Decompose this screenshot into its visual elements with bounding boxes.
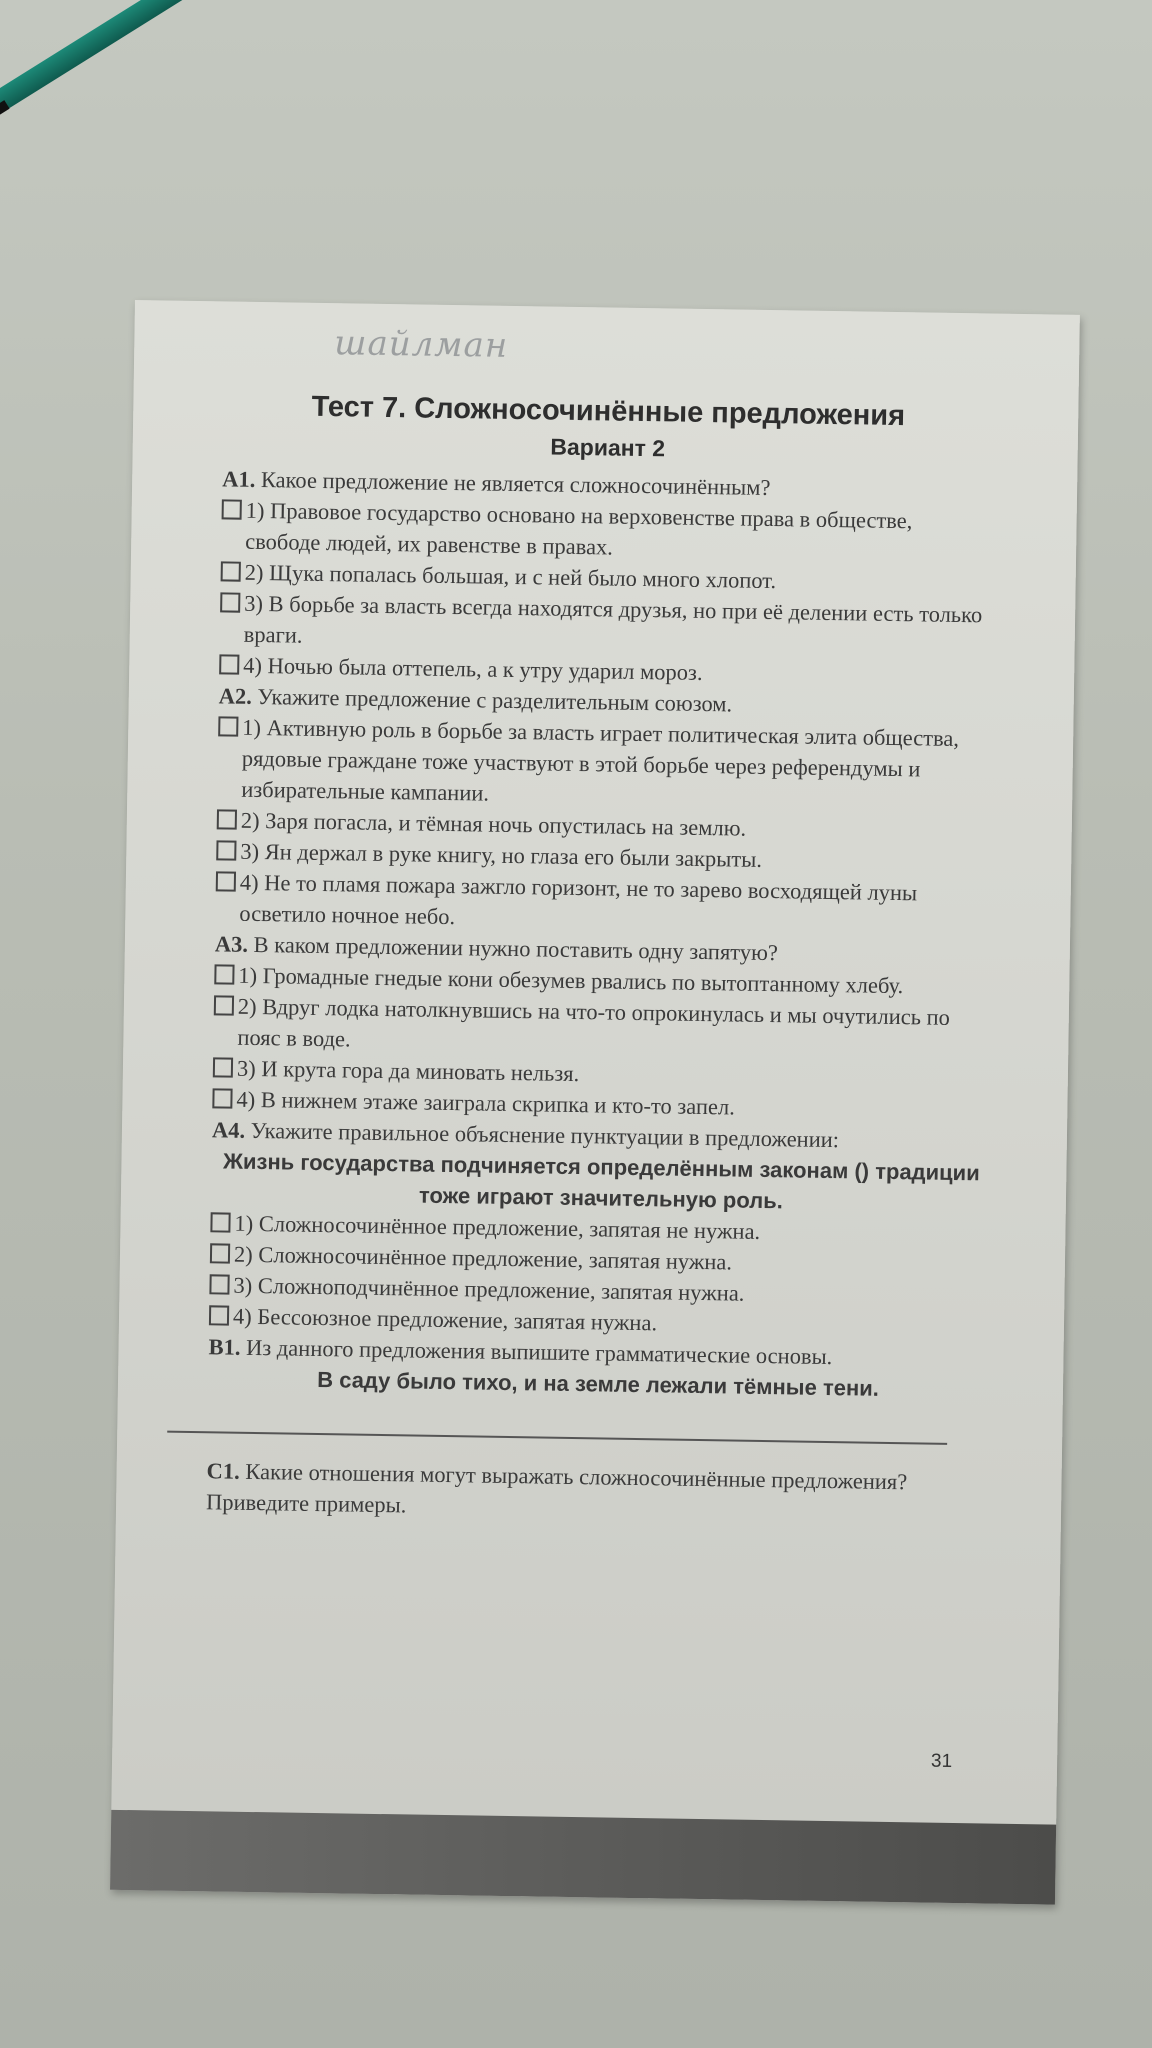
option-text: 1) Громадные гнедые кони обезумев рвались по вытоптанному хлебу.: [238, 962, 904, 999]
question-c1: [206, 1455, 977, 1529]
question-text: Укажите правильное объяснение пунктуации в предложении:: [250, 1117, 840, 1153]
option-text: 3) Ян держал в руке книгу, но глаза его были закрыты.: [240, 838, 763, 872]
question-text: Какие отношения могут выражать сложносочинённые предложения? Приведите примеры.: [205, 1458, 908, 1518]
option-text: 4) В нижнем этаже заиграла скрипка и кто-то запел.: [236, 1086, 736, 1120]
checkbox[interactable]: [219, 654, 239, 674]
question-text: Какое предложение не является сложносочинённым?: [260, 467, 771, 501]
question-number: С1.: [206, 1458, 240, 1484]
checkbox[interactable]: [212, 1088, 232, 1108]
b1-sentence: В саду было тихо, и на земле лежали тёмные тени.: [316, 1366, 880, 1401]
question-text: В каком предложении нужно поставить одну запятую?: [253, 931, 779, 966]
option-text: 3) Сложноподчинённое предложение, запятая нужна.: [233, 1272, 745, 1306]
checkbox[interactable]: [218, 716, 238, 736]
worksheet-page: [110, 300, 1080, 1905]
option-text: 2) Сложносочинённое предложение, запятая нужна.: [233, 1241, 733, 1275]
variant-heading: Вариант 2: [550, 433, 666, 462]
option-text: 2) Заря погасла, и тёмная ночь опустилась на землю.: [240, 807, 747, 841]
option-text: 2) Щука попалась большая, и с ней было много хлопот.: [244, 559, 777, 594]
checkbox[interactable]: [209, 1305, 229, 1325]
page-bottom-shadow: [110, 1810, 1056, 1905]
option-text: 4) Бессоюзное предложение, запятая нужна.: [232, 1303, 658, 1336]
checkbox[interactable]: [220, 592, 240, 612]
handwritten-name: шайлман: [334, 323, 509, 366]
question-number: В1.: [208, 1334, 241, 1360]
test-content: [206, 389, 994, 1529]
option-a2-1: [217, 711, 988, 816]
answer-line[interactable]: [167, 1431, 947, 1445]
pen: [0, 0, 188, 124]
a4-sentence: Жизнь государства подчиняется определённым законам () традиции тоже играют значительную роль.: [222, 1148, 980, 1214]
checkbox[interactable]: [210, 1243, 230, 1263]
checkbox[interactable]: [216, 871, 236, 891]
page-number: 31: [930, 1750, 953, 1773]
option-text: 3) В борьбе за власть всегда находятся друзья, но при её делении есть только враги.: [243, 590, 983, 648]
question-text: Укажите предложение с разделительным союзом.: [257, 683, 733, 717]
option-text: 1) Сложносочинённое предложение, запятая не нужна.: [234, 1210, 761, 1244]
checkbox[interactable]: [213, 1057, 233, 1077]
question-text: Из данного предложения выпишите грамматические основы.: [245, 1334, 833, 1370]
checkbox[interactable]: [222, 499, 242, 519]
question-number: А2.: [218, 683, 253, 709]
option-text: 4) Ночью была оттепель, а к утру ударил мороз.: [243, 652, 703, 685]
question-number: А4.: [211, 1117, 246, 1143]
test-title: Тест 7. Сложносочинённые предложения: [311, 390, 906, 433]
checkbox[interactable]: [209, 1274, 229, 1294]
option-text: 2) Вдруг лодка натолкнувшись на что-то опрокинулась и мы очутились по пояс в воде.: [237, 993, 951, 1052]
checkbox[interactable]: [217, 809, 237, 829]
option-text: 1) Активную роль в борьбе за власть играет политическая элита общества, рядовые граждане тоже участвуют в этой борьбе через референдумы и избирательные кампании.: [241, 714, 960, 806]
checkbox[interactable]: [214, 995, 234, 1015]
question-number: А1.: [222, 466, 256, 492]
checkbox[interactable]: [210, 1212, 230, 1232]
option-text: 4) Не то пламя пожара зажгло горизонт, не то зарево восходящей луны осветило ночное небо.: [239, 869, 918, 930]
option-text: 3) И крута гора да миновать нельзя.: [236, 1055, 580, 1087]
checkbox[interactable]: [216, 840, 236, 860]
checkbox[interactable]: [214, 964, 234, 984]
option-text: 1) Правовое государство основано на верховенстве права в обществе, свободе людей, их равенстве в правах.: [245, 497, 913, 560]
checkbox[interactable]: [221, 561, 241, 581]
question-number: А3.: [214, 931, 249, 957]
